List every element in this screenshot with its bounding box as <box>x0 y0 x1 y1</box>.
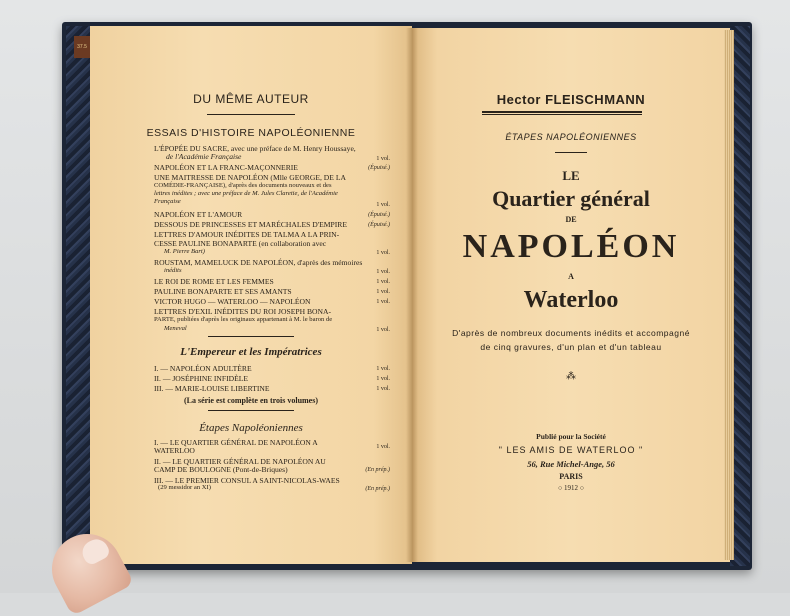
subtitle-line-2: de cinq gravures, d'un plan et d'un tableau <box>480 342 662 352</box>
list-item: NAPOLÉON ET L'AMOUR (Épuisé.) <box>154 210 390 219</box>
title-a: A <box>568 272 574 281</box>
list-item: DESSOUS DE PRINCESSES ET MARÉCHALES D'EMPIRE (Épuisé.) <box>154 220 390 229</box>
list-item: I. — LE QUARTIER GÉNÉRAL DE NAPOLÉON A WATERLOO 1 vol. <box>154 438 390 455</box>
list-item: II. — LE QUARTIER GÉNÉRAL DE NAPOLÉON AU CAMP DE BOULOGNE (Pont-de-Briques) (En prép.) <box>154 457 390 474</box>
list-item: II. — JOSÉPHINE INFIDÈLE 1 vol. <box>154 374 390 383</box>
title-de: DE <box>565 215 577 224</box>
list-item: NAPOLÉON ET LA FRANC-MAÇONNERIE (Épuisé.) <box>154 163 390 172</box>
publisher-city: PARIS <box>559 472 583 481</box>
author-name: Hector FLEISCHMANN <box>496 92 646 107</box>
rule <box>555 152 587 153</box>
series-note: (La série est complète en trois volumes) <box>183 396 319 405</box>
author-rule <box>482 111 642 113</box>
list-item: III. — LE PREMIER CONSUL A SAINT-NICOLAS-WAES (29 messidor an XI) (En prép.) <box>154 476 390 492</box>
list-item: L'ÉPOPÉE DU SACRE, avec une préface de M. Henry Houssaye, de l'Académie Française 1 vol. <box>154 144 390 162</box>
book-list <box>154 144 390 335</box>
left-page-header: DU MÊME AUTEUR <box>193 92 309 106</box>
section-title-etapes: Étapes Napoléoniennes <box>199 422 303 434</box>
publisher-address: 56, Rue Michel-Ange, 56 <box>527 459 615 469</box>
section-title-empereur: L'Empereur et les Impératrices <box>180 346 322 358</box>
list-item: LETTRES D'AMOUR INÉDITES DE TALMA A LA PRIN- CESSE PAULINE BONAPARTE (en collaboration avec M. Pierre Bart) 1 vol. <box>154 230 390 256</box>
publisher-line-1: Publié pour la Société <box>536 432 606 441</box>
rule <box>208 336 294 337</box>
left-page <box>90 26 412 564</box>
title-le: LE <box>562 168 580 183</box>
list-item: ROUSTAM, MAMELUCK DE NAPOLÉON, d'après des mémoires inédits 1 vol. <box>154 258 390 275</box>
book-gutter <box>406 28 418 562</box>
series-list <box>154 364 390 396</box>
list-item: LE ROI DE ROME ET LES FEMMES 1 vol. <box>154 277 390 286</box>
subtitle-line-1: D'après de nombreux documents inédits et accompagné <box>452 328 690 338</box>
list-item: LETTRES D'EXIL INÉDITES DU ROI JOSEPH BONA- PARTE, publiées d'après les originaux appartenant à M. le baron de Meneval 1 vol. <box>154 307 390 333</box>
list-item: VICTOR HUGO — WATERLOO — NAPOLÉON 1 vol. <box>154 297 390 306</box>
list-item: UNE MAITRESSE DE NAPOLÉON (Mlle GEORGE, DE LA COMÉDIE-FRANÇAISE), d'après des documents nouveaux et des lettres inédites ; avec une préface de M. Jules Claretie, de l'Académie Française 1 vol. <box>154 173 390 208</box>
title-waterloo: Waterloo <box>523 287 619 313</box>
list-item: III. — MARIE-LOUISE LIBERTINE 1 vol. <box>154 384 390 393</box>
etapes-list <box>154 438 390 495</box>
ornament-icon: ⁂ <box>566 371 576 382</box>
rule <box>208 410 294 411</box>
title-quartier-general: Quartier général <box>492 186 650 211</box>
section-title-essais: ESSAIS D'HISTOIRE NAPOLÉONIENNE <box>146 127 356 139</box>
publication-year: ○ 1912 ○ <box>558 484 584 492</box>
author-rule-thin <box>482 114 642 115</box>
book-label: 37.5 <box>74 36 90 58</box>
right-page <box>412 28 730 562</box>
publisher-society: " LES AMIS DE WATERLOO " <box>498 445 644 455</box>
list-item: I. — NAPOLÉON ADULTÈRE 1 vol. <box>154 364 390 373</box>
page-edges <box>724 30 734 560</box>
list-item: PAULINE BONAPARTE ET SES AMANTS 1 vol. <box>154 287 390 296</box>
rule <box>207 114 295 115</box>
title-napoleon: NAPOLÉON <box>462 228 680 265</box>
series-title: ÉTAPES NAPOLÉONIENNES <box>505 132 637 142</box>
